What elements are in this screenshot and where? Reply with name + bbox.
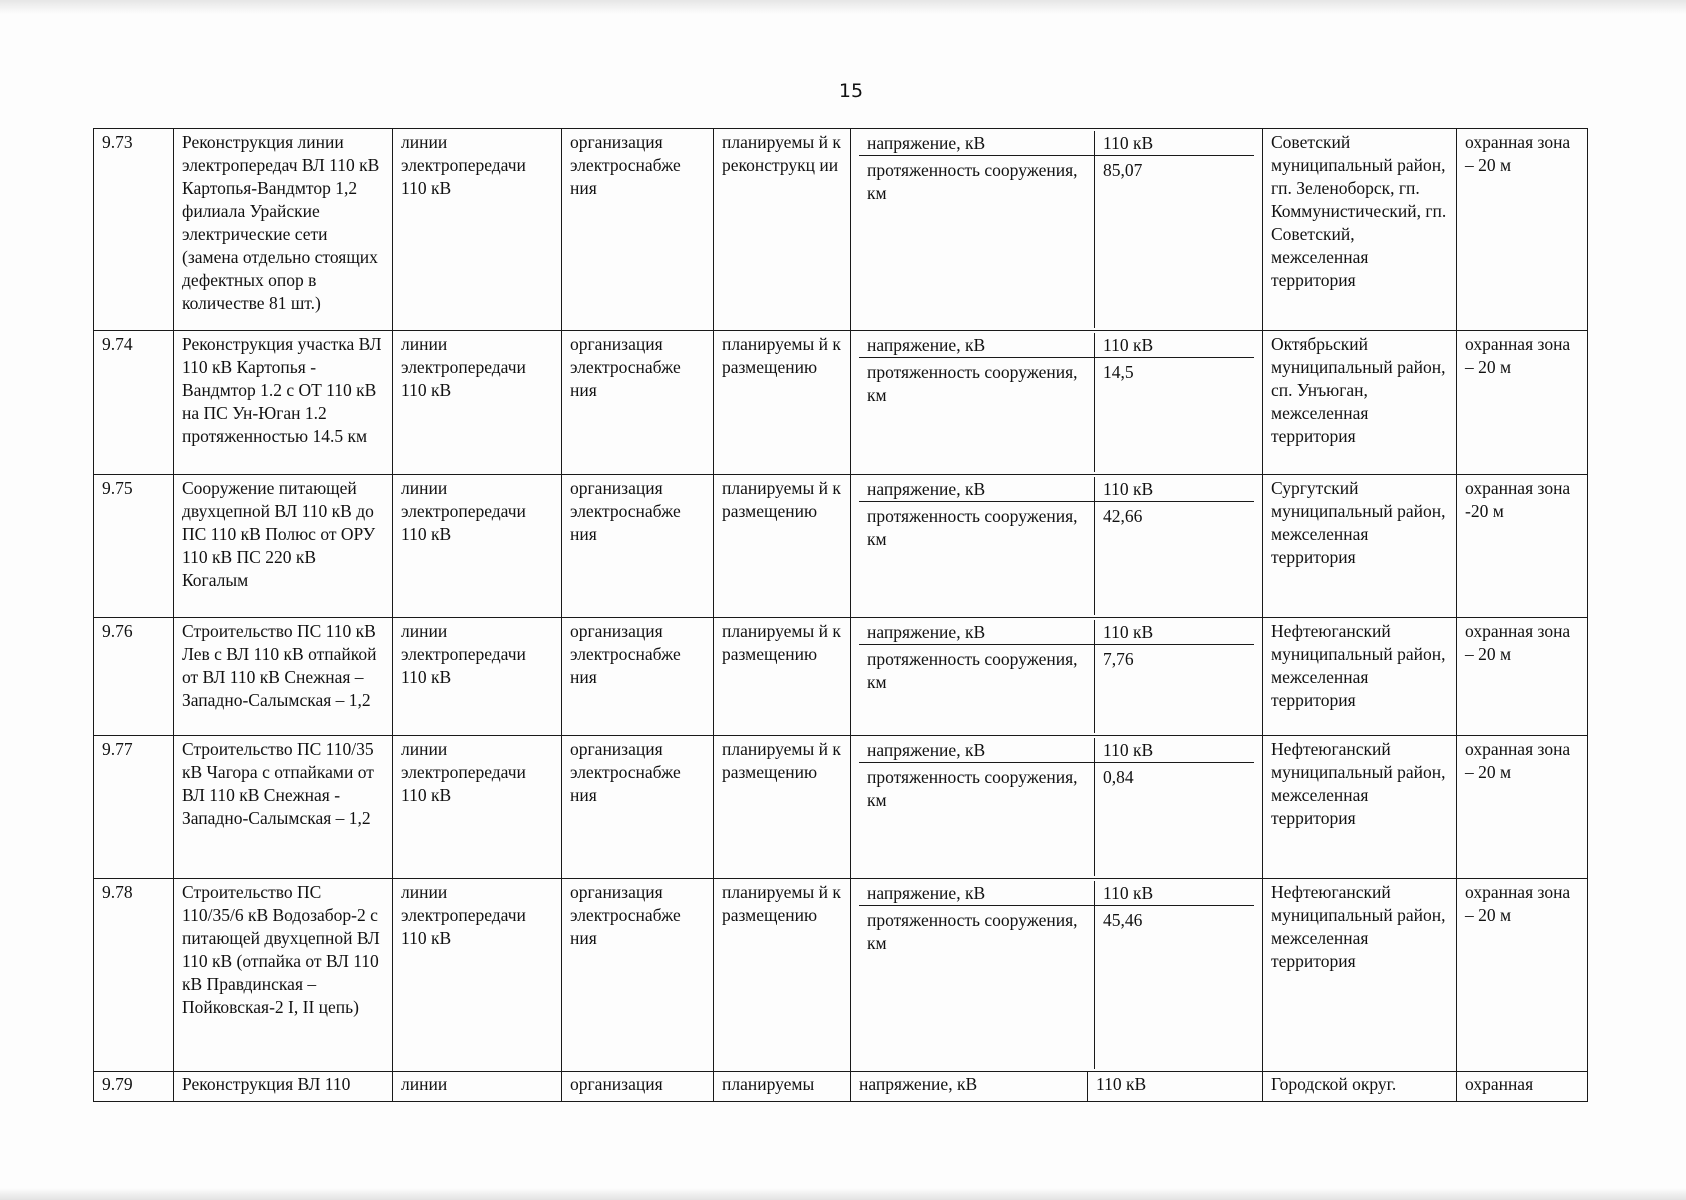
cell-number: 9.79: [94, 1072, 174, 1102]
cell-status: планируемы й к размещению: [714, 618, 851, 736]
param-values: [1095, 131, 1254, 328]
cell-purpose: организация электроснабже ния: [562, 879, 714, 1072]
param-values: [1095, 738, 1254, 876]
cell-status: планируемы й к размещению: [714, 331, 851, 475]
cell-object-name: Сооружение питающей двухцепной ВЛ 110 кВ до ПС 110 кВ Полюс от ОРУ 110 кВ ПС 220 кВ Когалым: [174, 475, 393, 618]
table-row: [94, 331, 1588, 475]
cell-zone: охранная зона -20 м: [1457, 475, 1588, 618]
param-voltage-label: напряжение, кВ: [859, 620, 1094, 645]
cell-number: 9.73: [94, 129, 174, 331]
cell-object-type: линии электропередачи 110 кВ: [393, 618, 562, 736]
table-row: [94, 1072, 1588, 1102]
cell-object-name: Реконструкция участка ВЛ 110 кВ Картопья - Вандмтор 1.2 с ОТ 110 кВ на ПС Ун-Юган 1.2 протяженностью 14.5 км: [174, 331, 393, 475]
cell-object-name: Строительство ПС 110 кВ Лев с ВЛ 110 кВ отпайкой от ВЛ 110 кВ Снежная – Западно-Салымская – 1,2: [174, 618, 393, 736]
param-values: [1095, 620, 1254, 733]
cell-parameters: [851, 618, 1263, 736]
cell-object-name: Реконструкция линии электропередач ВЛ 110 кВ Картопья-Вандмтор 1,2 филиала Урайские электрические сети (замена отдельно стоящих дефектных опор в количестве 81 шт.): [174, 129, 393, 331]
param-values: [1095, 477, 1254, 615]
param-voltage-value: 110 кВ: [1095, 881, 1254, 906]
cell-status: планируемы й к размещению: [714, 736, 851, 879]
param-names: [859, 131, 1095, 328]
scan-edge-bottom: [0, 1188, 1686, 1200]
param-length-value: 0,84: [1103, 767, 1134, 787]
cell-object-type: линии электропередачи 110 кВ: [393, 475, 562, 618]
cell-purpose: организация электроснабже ния: [562, 618, 714, 736]
table-row: [94, 618, 1588, 736]
param-names: [859, 333, 1095, 472]
param-length-label: протяженность сооружения, км: [867, 649, 1078, 692]
cell-zone: охранная: [1457, 1072, 1588, 1102]
param-voltage-value: 110 кВ: [1095, 131, 1254, 156]
param-voltage-label: напряжение, кВ: [859, 333, 1094, 358]
param-length-label: протяженность сооружения, км: [867, 362, 1078, 405]
param-values: [1095, 333, 1254, 472]
cell-location: Сургутский муниципальный район, межселенная территория: [1263, 475, 1457, 618]
cell-location: Нефтеюганский муниципальный район, межселенная территория: [1263, 879, 1457, 1072]
cell-number: 9.77: [94, 736, 174, 879]
table-row: [94, 129, 1588, 331]
param-voltage-value: 110 кВ: [1095, 333, 1254, 358]
cell-object-name: Строительство ПС 110/35/6 кВ Водозабор-2 с питающей двухцепной ВЛ 110 кВ (отпайка от ВЛ 110 кВ Правдинская – Пойковская-2 I, II цепь): [174, 879, 393, 1072]
cell-object-name: Строительство ПС 110/35 кВ Чагора с отпайками от ВЛ 110 кВ Снежная - Западно-Салымская – 1,2: [174, 736, 393, 879]
param-voltage-label: напряжение, кВ: [859, 881, 1094, 906]
param-length-label: протяженность сооружения, км: [867, 506, 1078, 549]
cell-location: Нефтеюганский муниципальный район, межселенная территория: [1263, 736, 1457, 879]
param-voltage-value: 110 кВ: [1095, 620, 1254, 645]
cell-zone: охранная зона – 20 м: [1457, 331, 1588, 475]
cell-parameters: [851, 879, 1263, 1072]
param-names: [859, 620, 1095, 733]
param-voltage-label: напряжение, кВ: [859, 477, 1094, 502]
cell-parameters: [851, 475, 1263, 618]
objects-table: [93, 128, 1588, 1102]
cell-purpose: организация электроснабже ния: [562, 736, 714, 879]
cell-object-type: линии электропередачи 110 кВ: [393, 331, 562, 475]
cell-purpose: организация электроснабже ния: [562, 129, 714, 331]
cell-location: Октябрьский муниципальный район, сп. Унъюган, межселенная территория: [1263, 331, 1457, 475]
param-voltage-label: напряжение, кВ: [859, 738, 1094, 763]
cell-object-name: Реконструкция ВЛ 110: [174, 1072, 393, 1102]
cell-status: планируемы й к реконструкц ии: [714, 129, 851, 331]
param-voltage-value: 110 кВ: [1095, 738, 1254, 763]
param-values: [1095, 881, 1254, 1069]
table-row: [94, 475, 1588, 618]
page-number: 15: [838, 80, 864, 102]
param-names: [859, 477, 1095, 615]
param-length-label: протяженность сооружения, км: [867, 910, 1078, 953]
param-voltage-label: напряжение, кВ: [859, 131, 1094, 156]
param-names: [859, 881, 1095, 1069]
param-length-label: протяженность сооружения, км: [867, 767, 1078, 810]
cell-location: Советский муниципальный район, гп. Зеленоборск, гп. Коммунистический, гп. Советский, межселенная территория: [1263, 129, 1457, 331]
cell-object-type: линии электропередачи 110 кВ: [393, 129, 562, 331]
cell-status: планируемы: [714, 1072, 851, 1102]
cell-zone: охранная зона – 20 м: [1457, 879, 1588, 1072]
scan-edge-top: [0, 0, 1686, 14]
cell-status: планируемы й к размещению: [714, 475, 851, 618]
param-length-value: 42,66: [1103, 506, 1143, 526]
cell-number: 9.78: [94, 879, 174, 1072]
table-row: [94, 736, 1588, 879]
cell-param-value: 110 кВ: [1088, 1072, 1263, 1102]
cell-number: 9.76: [94, 618, 174, 736]
cell-purpose: организация: [562, 1072, 714, 1102]
cell-zone: охранная зона – 20 м: [1457, 736, 1588, 879]
cell-status: планируемы й к размещению: [714, 879, 851, 1072]
param-length-value: 85,07: [1103, 160, 1143, 180]
param-length-label: протяженность сооружения, км: [867, 160, 1078, 203]
param-length-value: 14,5: [1103, 362, 1134, 382]
cell-param-name: напряжение, кВ: [851, 1072, 1088, 1102]
param-names: [859, 738, 1095, 876]
cell-location: Городской округ.: [1263, 1072, 1457, 1102]
cell-parameters: [851, 331, 1263, 475]
param-voltage-value: 110 кВ: [1095, 477, 1254, 502]
cell-object-type: линии электропередачи 110 кВ: [393, 736, 562, 879]
param-length-value: 45,46: [1103, 910, 1143, 930]
cell-location: Нефтеюганский муниципальный район, межселенная территория: [1263, 618, 1457, 736]
cell-object-type: линии электропередачи 110 кВ: [393, 879, 562, 1072]
cell-purpose: организация электроснабже ния: [562, 475, 714, 618]
table-row: [94, 879, 1588, 1072]
cell-zone: охранная зона – 20 м: [1457, 129, 1588, 331]
param-length-value: 7,76: [1103, 649, 1134, 669]
cell-object-type: линии: [393, 1072, 562, 1102]
cell-zone: охранная зона – 20 м: [1457, 618, 1588, 736]
cell-purpose: организация электроснабже ния: [562, 331, 714, 475]
cell-number: 9.75: [94, 475, 174, 618]
cell-number: 9.74: [94, 331, 174, 475]
cell-parameters: [851, 736, 1263, 879]
cell-parameters: [851, 129, 1263, 331]
